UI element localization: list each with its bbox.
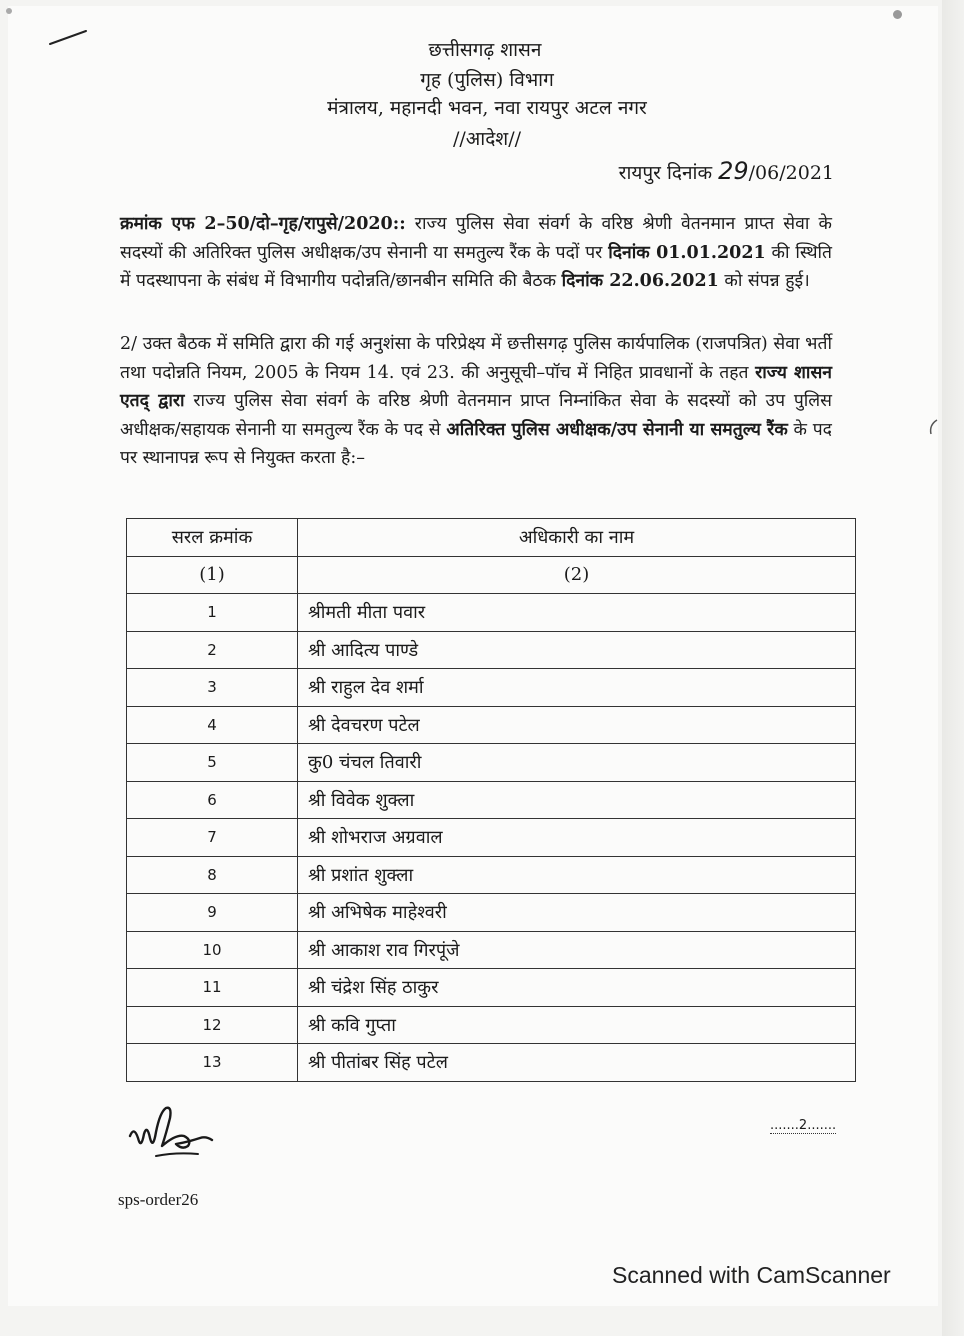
order-heading: //आदेश// <box>452 128 522 150</box>
table-row <box>127 856 856 894</box>
serial-number: 9 <box>127 894 298 932</box>
officer-name: श्री पीतांबर सिंह पटेल <box>298 1044 856 1082</box>
page-continuation: .......2....... <box>770 1118 837 1133</box>
scan-dot <box>893 10 902 19</box>
officer-name: कु0 चंचल तिवारी <box>298 744 856 782</box>
serial-number: 13 <box>127 1044 298 1082</box>
officer-name: श्री आदित्य पाण्डे <box>298 631 856 669</box>
para2-text: 2/ उक्त बैठक में समिति द्वारा की गई अनुशंसा के परिप्रेक्ष्य में छत्तीसगढ़ पुलिस कार्यपालिक (राजपत्रित) सेवा भर्ती तथा पदोन्नति नियम, 2005 के नियम 14. एवं 23. की अनुसूची–पॉच में निहित प्रावधानों के तहत <box>120 334 832 383</box>
scanner-watermark: Scanned with CamScanner <box>612 1262 891 1288</box>
officer-name: श्री राहुल देव शर्मा <box>298 669 856 707</box>
scan-edge <box>942 0 964 1336</box>
para2-text: राज्य पुलिस सेवा संवर्ग के वरिष्ठ श्रेणी वेतनमान प्राप्त निम्नांकित सेवा के सदस्यों को उप पुलिस अधीक्षक/सहायक सेनानी या समतुल्य रैंक के पद से <box>120 391 832 440</box>
col-name-header: अधिकारी का नाम <box>298 519 856 557</box>
order-date <box>619 157 834 185</box>
table-row <box>127 819 856 857</box>
para2-bold: अतिरिक्त पुलिस अधीक्षक/उप सेनानी या समतुल्य रैंक <box>446 419 788 440</box>
meeting-date: दिनांक 22.06.2021 <box>561 271 719 291</box>
status-date: दिनांक 01.01.2021 <box>608 242 766 263</box>
date-prefix: रायपुर दिनांक <box>618 162 719 184</box>
government-name: छत्तीसगढ़ शासन <box>428 39 542 61</box>
para1-text: राज्य पुलिस सेवा संवर्ग के वरिष्ठ श्रेणी वेतनमान प्राप्त सेवा के सदस्यों की अतिरिक्त पुलिस अधीक्षक/उप सेनानी या समतुल्य रैंक के पदों पर <box>120 214 832 263</box>
reference-code: sps-order26 <box>118 1190 199 1209</box>
officer-name: श्री शोभराज अग्रवाल <box>298 819 856 857</box>
officer-name: श्री आकाश राव गिरपूंजे <box>298 931 856 969</box>
officer-name: श्रीमती मीता पवार <box>298 594 856 632</box>
date-day-handwritten: 29 <box>718 157 749 185</box>
table-row <box>127 706 856 744</box>
officer-name: श्री कवि गुप्ता <box>298 1006 856 1044</box>
order-reference: क्रमांक एफ 2–50/दो–गृह/रापुसे/2020:: <box>120 214 406 234</box>
serial-number: 12 <box>127 1006 298 1044</box>
serial-number: 11 <box>127 969 298 1007</box>
officer-name: श्री विवेक शुक्ला <box>298 781 856 819</box>
table-subheader-row <box>127 556 856 594</box>
officer-name: श्री प्रशांत शुक्ला <box>298 856 856 894</box>
office-address: मंत्रालय, महानदी भवन, नवा रायपुर अटल नगर <box>327 97 647 119</box>
serial-number: 1 <box>127 594 298 632</box>
table-row <box>127 594 856 632</box>
col-name-sub: (2) <box>298 556 856 594</box>
department-name: गृह (पुलिस) विभाग <box>420 69 554 91</box>
table-row <box>127 744 856 782</box>
para2-text: के पद पर स्थानापन्न रूप से नियुक्त करता है:– <box>120 419 832 468</box>
serial-number: 2 <box>127 631 298 669</box>
scan-dot <box>6 8 12 14</box>
date-month-year: /06/2021 <box>748 162 834 184</box>
table-row <box>127 669 856 707</box>
table-row <box>127 781 856 819</box>
table-header-row <box>127 519 856 557</box>
serial-number: 6 <box>127 781 298 819</box>
table-row <box>127 631 856 669</box>
signature-image <box>126 1098 216 1168</box>
pen-stroke-mark <box>926 418 940 436</box>
officer-name: श्री देवचरण पटेल <box>298 706 856 744</box>
paragraph-1 <box>120 210 832 296</box>
para1-text: को संपन्न हुई। <box>718 271 810 291</box>
col-serial-header: सरल क्रमांक <box>127 519 298 557</box>
officer-name: श्री चंद्रेश सिंह ठाकुर <box>298 969 856 1007</box>
table-row <box>127 931 856 969</box>
serial-number: 3 <box>127 669 298 707</box>
officer-table <box>126 518 856 1082</box>
officer-name: श्री अभिषेक माहेश्वरी <box>298 894 856 932</box>
table-row <box>127 969 856 1007</box>
paragraph-2 <box>120 330 832 473</box>
para2-bold: राज्य शासन एतद् द्वारा <box>120 362 832 411</box>
table-row <box>127 894 856 932</box>
para1-text: की स्थिति में पदस्थापना के संबंध में विभागीय पदोन्नति/छानबीन समिति की बैठक <box>120 242 833 291</box>
serial-number: 10 <box>127 931 298 969</box>
table-row <box>127 1006 856 1044</box>
serial-number: 5 <box>127 744 298 782</box>
serial-number: 8 <box>127 856 298 894</box>
serial-number: 7 <box>127 819 298 857</box>
col-serial-sub: (1) <box>127 556 298 594</box>
serial-number: 4 <box>127 706 298 744</box>
table-row <box>127 1044 856 1082</box>
